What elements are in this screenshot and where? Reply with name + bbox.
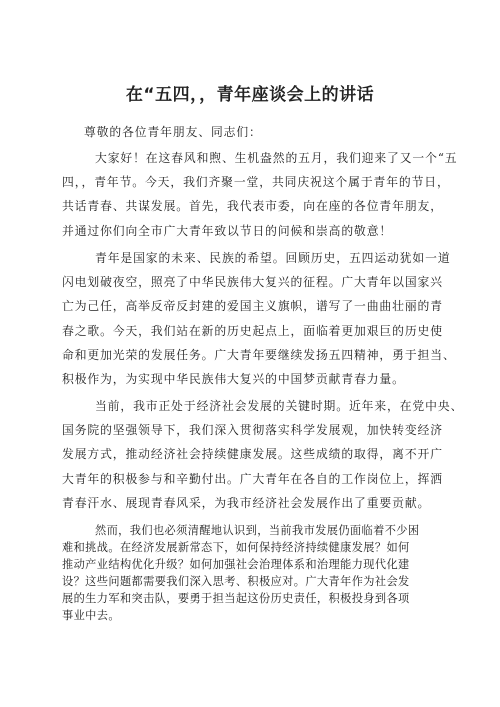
- paragraph-line: 然而，我们也必须清醒地认识到，当前我市发展仍面临着不少困: [95, 524, 420, 537]
- paragraph-line: 积极作为，为实现中华民族伟大复兴的中国梦贡献青春力量。: [62, 372, 405, 386]
- paragraph-line: 共话青春、共谋发展。首先，我代表市委，向在座的各位青年朋友，: [62, 199, 443, 213]
- paragraph-line: 命和更加光荣的发展任务。广大青年要继续发扬五四精神，勇于担当、: [62, 348, 456, 362]
- paragraph-line: 事业中去。: [62, 609, 120, 622]
- paragraph-line: 设？这些问题都需要我们深入思考、积极应对。广大青年作为社会发: [62, 575, 410, 588]
- paragraph-line: 当前，我市正处于经济社会发展的关键时期。近年来，在党中央、: [95, 399, 464, 413]
- paragraph-line: 四，，青年节。今天，我们齐聚一堂，共同庆祝这个属于青年的节日，: [62, 175, 450, 189]
- page-title: 在“五四，，青年座谈会上的讲话: [125, 85, 375, 105]
- paragraph-line: 国务院的坚强领导下，我们深入贯彻落实科学发展观，加快转变经济: [62, 423, 443, 437]
- paragraph-line: 大青年的积极参与和辛勤付出。广大青年在各自的工作岗位上，挥洒: [62, 472, 443, 486]
- paragraph-line: 春之歌。今天，我们站在新的历史起点上，面临着更加艰巨的历史使: [62, 324, 443, 338]
- paragraph-line: 发展方式，推动经济社会持续健康发展。这些成绩的取得，离不开广: [62, 447, 443, 461]
- paragraph-line: 大家好！在这春风和煦、生机盎然的五月，我们迎来了又一个“五: [95, 151, 458, 165]
- paragraph-line: 展的生力军和突击队，要勇于担当起这份历史责任，积极投身到各项: [62, 592, 410, 605]
- paragraph-line: 青年是国家的未来、民族的希望。回顾历史，五四运动犹如一道: [95, 251, 451, 265]
- paragraph-line: 推动产业结构优化升级？如何加强社会治理体系和治理能力现代化建: [62, 558, 410, 571]
- paragraph-line: 青春汗水、展现青春风采，为我市经济社会发展作出了重要贡献。: [62, 496, 431, 510]
- paragraph-line: 难和挑战。在经济发展新常态下，如何保持经济持续健康发展？如何: [62, 541, 410, 554]
- paragraph-line: 亡为己任，高举反帝反封建的爱国主义旗帜，谱写了一曲曲壮丽的青: [62, 299, 443, 313]
- salutation-line: 尊敬的各位青年朋友、同志们：: [84, 125, 262, 139]
- paragraph-line: 并通过你们向全市广大青年致以节日的问候和崇高的敬意！: [62, 224, 393, 238]
- paragraph-line: 闪电划破夜空，照亮了中华民族伟大复兴的征程。广大青年以国家兴: [62, 275, 443, 289]
